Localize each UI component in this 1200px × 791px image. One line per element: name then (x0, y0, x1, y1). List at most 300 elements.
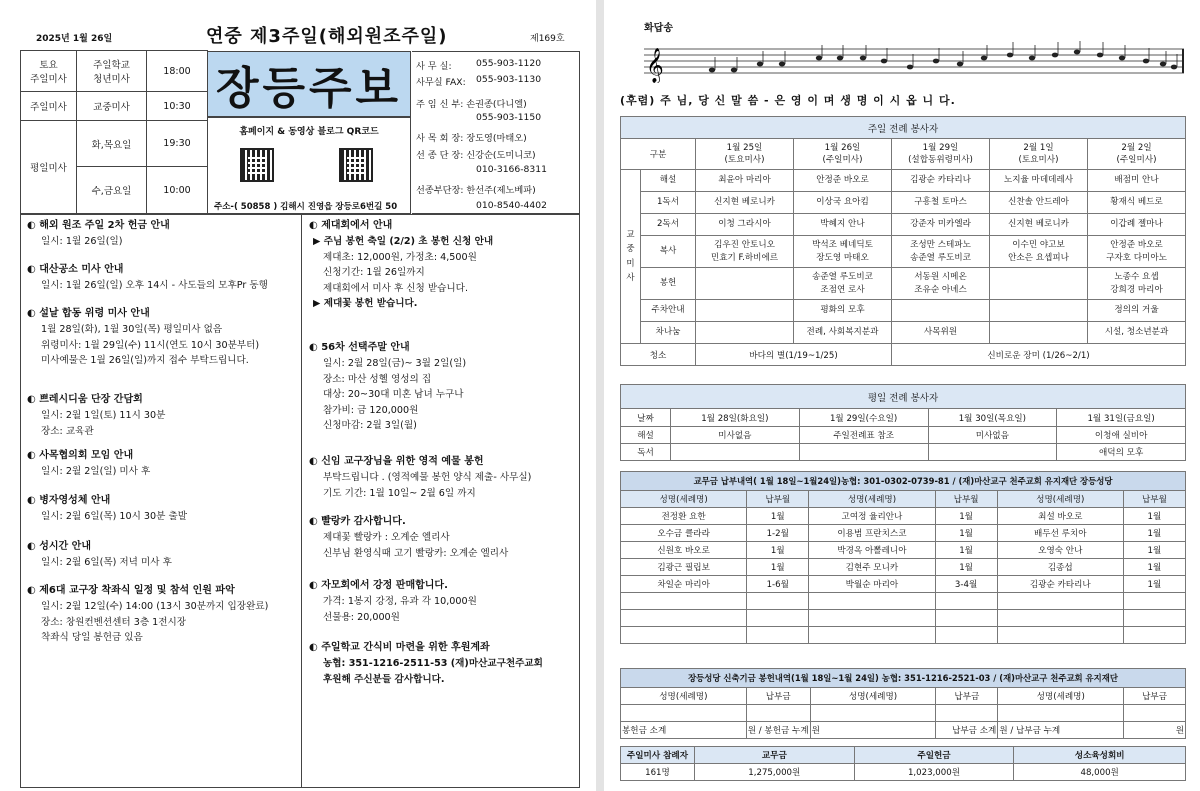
schedule-cell: 주일학교 청년미사 (77, 51, 147, 92)
table-cell (998, 705, 1124, 722)
table-row (621, 627, 1186, 644)
table-row (621, 747, 1186, 764)
table-cell: 원 (810, 722, 936, 739)
video-blog-qr-code[interactable] (339, 148, 373, 182)
table-cell (892, 300, 990, 322)
table-row (621, 542, 1186, 559)
announcement-heading: ◐ 성시간 안내 (27, 541, 91, 552)
announcement-block (309, 457, 531, 498)
homepage-qr-code[interactable] (240, 148, 274, 182)
note-head (957, 62, 963, 67)
table-cell: 주차안내 (641, 300, 696, 322)
table-cell: 최설 바오로 (997, 508, 1123, 525)
table-row (621, 117, 1186, 139)
table-cell: 성명(세례명) (997, 491, 1123, 508)
table-cell: 안정준 바오로 구자호 다미아노 (1088, 236, 1186, 268)
contact-label: 사 무 실: (416, 61, 452, 72)
contact-value: 010-3166-8311 (476, 164, 547, 175)
table-cell: 박혜지 안나 (794, 214, 892, 236)
table-cell: 봉헌 (641, 268, 696, 300)
table-cell: 노지율 마데데레사 (990, 170, 1088, 192)
contact-value: 010-8540-4402 (476, 200, 547, 211)
table-cell (746, 705, 810, 722)
table-cell: 전정환 요한 (621, 508, 747, 525)
table-cell (997, 627, 1123, 644)
psalm-label: 화답송 (644, 23, 673, 34)
table-cell: 납부월 (747, 491, 809, 508)
note-heads (709, 41, 1177, 72)
table-cell: 2독서 (641, 214, 696, 236)
contact-label: 주 임 신 부: 손권종(다니엘) (416, 99, 527, 110)
table-cell: 1-2월 (747, 525, 809, 542)
table-cell: 최윤아 마리아 (696, 170, 794, 192)
table-cell: 신비로운 장미 (1/26~2/1) (892, 344, 1186, 366)
table-cell: 1월 (1123, 576, 1185, 593)
contact-value: 055-903-1130 (476, 74, 542, 85)
announcement-line: 기도 기간: 1월 10일~ 2월 6일 까지 (323, 487, 476, 499)
table-cell: 날짜 (621, 409, 671, 427)
table-cell: 성명(세례명) (809, 491, 935, 508)
announcement-line: 신부님 환영식때 고기 빨랑카: 오계순 엘리사 (323, 547, 509, 559)
note-head (860, 56, 866, 61)
table-row (621, 139, 1186, 170)
table-cell: 사목위원 (892, 322, 990, 344)
table-cell: 3-4월 (935, 576, 997, 593)
announcement-line: 미사예물은 1월 26일(일)까지 접수 부탁드립니다. (41, 355, 249, 367)
table-row (621, 444, 1186, 461)
table-cell (747, 627, 809, 644)
announcement-block (27, 542, 172, 568)
table-cell: 1,023,000원 (854, 764, 1014, 781)
mass-schedule-table (20, 50, 208, 214)
table-cell: 48,000원 (1014, 764, 1186, 781)
announcement-block (27, 395, 165, 436)
table-row (621, 705, 1186, 722)
table-row (621, 170, 1186, 192)
table-cell: 구흥철 토마스 (892, 192, 990, 214)
table-cell: 성명(세례명) (621, 491, 747, 508)
table-cell: 납부금 소계 (936, 722, 998, 739)
table-cell: 1-6월 (747, 576, 809, 593)
table-cell: 1월 26일 (주일미사) (794, 139, 892, 170)
announcement-heading: ◐ 설날 합동 위령 미사 안내 (27, 308, 150, 319)
table-cell: 배점미 안나 (1088, 170, 1186, 192)
table-cell: 박경옥 아뽈레니아 (809, 542, 935, 559)
table-cell (1123, 627, 1185, 644)
table-cell (696, 300, 794, 322)
table-cell: 1월 (1123, 525, 1185, 542)
announcement-line: ▶ 주님 봉헌 축일 (2/2) 초 봉헌 신청 안내 (313, 236, 494, 247)
table-cell: 정의의 거울 (1088, 300, 1186, 322)
bulletin-back-page (604, 0, 1200, 791)
bulletin-logo (207, 51, 411, 117)
table-cell: 바다의 별(1/19~1/25) (696, 344, 892, 366)
announcement-heading: ◐ 56차 선택주말 안내 (309, 342, 410, 353)
table-cell: 오영숙 안나 (997, 542, 1123, 559)
announcement-line: 제대회에서 미사 후 신청 받습니다. (323, 282, 468, 294)
schedule-cell: 토요 주일미사 (21, 51, 77, 92)
schedule-cell: 18:00 (147, 51, 208, 92)
qr-title: 홈페이지 & 동영상 블로그 QR코드 (239, 127, 379, 137)
announcement-line: 대상: 20~30대 미혼 남녀 누구나 (323, 389, 464, 401)
announcement-heading: ◐ 신임 교구장님을 위한 영적 예물 봉헌 (309, 456, 484, 467)
table-row (621, 576, 1186, 593)
announcement-heading: ◐ 제대회에서 안내 (309, 220, 393, 231)
table-cell: 성소육성회비 (1014, 747, 1186, 764)
note-head (837, 56, 843, 61)
table-row (621, 236, 1186, 268)
table-cell: 1월 (935, 559, 997, 576)
table-row (621, 593, 1186, 610)
music-staff (644, 41, 1184, 83)
table-cell (809, 593, 935, 610)
table-cell: 161명 (621, 764, 695, 781)
note-head (933, 59, 939, 64)
table-cell: 김우진 안토니오 민효기 F.하비에르 (696, 236, 794, 268)
announcement-line: 일시: 2월 28일(금)~ 3월 2일(일) (323, 358, 467, 369)
table-cell: 1월 29일 (설합동위령미사) (892, 139, 990, 170)
table-cell: 김현주 모니카 (809, 559, 935, 576)
table-row (621, 610, 1186, 627)
contact-info (412, 51, 580, 214)
announcement-line: 부탁드립니다 . (영적예물 봉헌 양식 제출- 사무실) (323, 472, 532, 483)
table-cell: 강준자 미카엘라 (892, 214, 990, 236)
table-row (621, 409, 1186, 427)
schedule-cell: 화,목요일 (77, 121, 147, 167)
table-cell: 해설 (621, 427, 671, 444)
table-cell: 서동원 시메온 조유순 아녜스 (892, 268, 990, 300)
schedule-cell: 19:30 (147, 121, 208, 167)
announcement-line: 가격: 1봉지 강정, 유과 각 10,000원 (323, 596, 477, 607)
table-row (621, 669, 1186, 688)
table-cell: 김광근 필립보 (621, 559, 747, 576)
table-cell (621, 610, 747, 627)
table-cell: 장등성당 신축기금 봉헌내역(1월 18일~1월 24일) 농협: 351-1216-2521-03 / (재)마산교구 천주교회 유지재단 (621, 669, 1186, 688)
announcement-heading: ◐ 빨랑카 감사합니다. (309, 516, 406, 527)
announcement-block (27, 221, 170, 247)
announcement-heading: ◐ 사목협의회 모임 안내 (27, 450, 134, 461)
table-cell: 김광순 카타리나 (892, 170, 990, 192)
table-cell: 배두선 루치아 (997, 525, 1123, 542)
psalm-refrain-lyric: (후렴) 주 님, 당 신 말 씀 - 은 영 이 며 생 명 이 시 옵 니 다. (620, 94, 956, 107)
table-cell (1123, 610, 1185, 627)
table-cell (696, 322, 794, 344)
treble-clef-icon: 𝄞 (646, 48, 664, 83)
table-cell: 평일 전례 봉사자 (621, 385, 1186, 409)
table-cell: 1월 30일(목요일) (928, 409, 1057, 427)
table-cell: 조성만 스테파노 송준열 루도비코 (892, 236, 990, 268)
table-cell: 평화의 모후 (794, 300, 892, 322)
table-cell: 1월 (1123, 508, 1185, 525)
announcement-line: 제대꽃 빨랑카 : 오계순 엘리사 (323, 532, 450, 543)
table-cell: 독서 (621, 444, 671, 461)
announcements-area (20, 214, 580, 788)
note-head (731, 68, 737, 73)
column-divider (301, 215, 302, 787)
table-row (621, 688, 1186, 705)
table-cell: 봉헌금 소계 (621, 722, 747, 739)
table-cell (997, 610, 1123, 627)
table-cell: 김광순 카타리나 (997, 576, 1123, 593)
note-head (881, 59, 887, 64)
announcement-line: 일시: 2월 12일(수) 14:00 (13시 30분까지 입장완료) (41, 601, 269, 612)
table-cell: 노종수 요셉 강희경 마리아 (1088, 268, 1186, 300)
table-cell: 주일헌금 (854, 747, 1014, 764)
table-cell: 복사 (641, 236, 696, 268)
table-cell: 원 / 봉헌금 누계 (746, 722, 810, 739)
table-cell: 청소 (621, 344, 696, 366)
table-cell (1123, 593, 1185, 610)
table-cell (935, 610, 997, 627)
table-cell (747, 610, 809, 627)
note-head (907, 65, 913, 70)
table-cell (990, 268, 1088, 300)
weekday-liturgy-table (620, 384, 1186, 461)
announcement-line: 신청마감: 2월 3일(월) (323, 420, 417, 432)
table-cell: 전례, 사회복지분과 (794, 322, 892, 344)
announcement-block (309, 581, 477, 622)
table-cell: 1월 25일 (토요미사) (696, 139, 794, 170)
table-row (621, 491, 1186, 508)
announcement-heading: ◐ 병자영성체 안내 (27, 495, 111, 506)
contact-label: 선 종 단 장: 신강순(도미니코) (416, 150, 536, 161)
table-cell (696, 268, 794, 300)
table-cell: 이수민 야고보 안소은 요셉피나 (990, 236, 1088, 268)
table-row (621, 214, 1186, 236)
table-cell: 1월 28일(화요일) (671, 409, 800, 427)
announcement-line: 장소: 교육관 (41, 425, 94, 437)
page-title: 연중 제3주일(해외원조주일) (206, 26, 448, 47)
table-cell (809, 610, 935, 627)
table-cell (990, 322, 1088, 344)
table-cell: 납부월 (935, 491, 997, 508)
announcement-line: 일시: 2월 2일(일) 미사 후 (41, 466, 151, 477)
table-cell (997, 593, 1123, 610)
table-row (621, 427, 1186, 444)
table-row (621, 722, 1186, 739)
table-row (621, 300, 1186, 322)
announcement-heading: ◐ 제6대 교구장 착좌식 일정 및 참석 인원 파악 (27, 585, 235, 596)
table-cell: 송준열 루도비코 조점연 로사 (794, 268, 892, 300)
sunday-liturgy-table (620, 116, 1186, 366)
announcement-block (27, 451, 150, 477)
note-head (1119, 56, 1125, 61)
table-cell: 주일 전례 봉사자 (621, 117, 1186, 139)
note-head (1160, 62, 1166, 67)
schedule-cell: 주일미사 (21, 92, 77, 121)
table-row (621, 192, 1186, 214)
announcement-block (309, 517, 508, 558)
table-cell: 차일순 마리아 (621, 576, 747, 593)
note-head (1007, 53, 1013, 58)
table-cell (936, 705, 998, 722)
announcement-line: 일시: 2월 6일(목) 저녁 미사 후 (41, 557, 172, 568)
table-cell: 이갑례 젤마나 (1088, 214, 1186, 236)
announcement-line: 1월 28일(화), 1월 30일(목) 평일미사 없음 (41, 324, 223, 335)
table-cell: 2월 1일 (토요미사) (990, 139, 1088, 170)
table-cell: 1,275,000원 (694, 764, 854, 781)
table-cell: 황재식 베드로 (1088, 192, 1186, 214)
bulletin-date: 2025년 1월 26일 (36, 34, 113, 44)
table-cell (990, 300, 1088, 322)
announcement-line: ▶ 제대꽃 봉헌 받습니다. (313, 298, 418, 310)
table-cell: 이청애 실비아 (1057, 427, 1186, 444)
building-fund-table (620, 668, 1186, 739)
note-head (981, 56, 987, 61)
table-row (621, 508, 1186, 525)
contact-value: 055-903-1150 (476, 112, 542, 123)
table-cell (809, 627, 935, 644)
table-cell: 차나눔 (641, 322, 696, 344)
schedule-cell: 평일미사 (21, 121, 77, 214)
announcement-line: 일시: 2월 6일(목) 10시 30분 출발 (41, 511, 187, 522)
table-cell: 원 / 납부금 누계 (998, 722, 1124, 739)
table-cell: 납부금 (1124, 688, 1186, 705)
table-cell: 해설 (641, 170, 696, 192)
table-cell: 안정준 바오로 (794, 170, 892, 192)
table-cell (621, 627, 747, 644)
announcement-line: 일시: 1월 26일(일) 오후 14시 - 사도들의 모후Pr 동행 (41, 280, 268, 291)
table-row (621, 764, 1186, 781)
note-head (1171, 65, 1177, 70)
table-cell: 1월 (935, 525, 997, 542)
table-cell: 1월 (935, 542, 997, 559)
announcement-block (27, 265, 268, 291)
announcement-heading: ◐ 해외 원조 주일 2차 헌금 안내 (27, 220, 170, 231)
table-row (621, 472, 1186, 491)
table-cell (621, 593, 747, 610)
logo-text: 장등주보 (215, 63, 402, 114)
announcement-block (27, 586, 268, 643)
table-row (621, 344, 1186, 366)
note-head (816, 56, 822, 61)
table-cell (747, 593, 809, 610)
contact-value: 055-903-1120 (476, 58, 542, 69)
table-cell: 교무금 납부내역( 1월 18일~1월24일)농협: 301-0302-0739-81 / (재)마산교구 천주교회 유지재단 장등성당 (621, 472, 1186, 491)
note-head (757, 62, 763, 67)
table-cell: 시설, 청소년분과 (1088, 322, 1186, 344)
announcement-block (309, 643, 543, 684)
table-cell: 2월 2일 (주일미사) (1088, 139, 1186, 170)
table-cell: 납부월 (1123, 491, 1185, 508)
table-cell: 1월 31일(금요일) (1057, 409, 1186, 427)
schedule-cell: 수,금요일 (77, 167, 147, 214)
table-cell: 이청 그라시아 (696, 214, 794, 236)
table-cell: 미사없음 (671, 427, 800, 444)
totals-table (620, 746, 1186, 781)
table-row (621, 525, 1186, 542)
table-cell: 구분 (621, 139, 696, 170)
announcement-block (27, 496, 187, 522)
table-cell: 성명(세례명) (998, 688, 1124, 705)
announcement-heading: ◐ 자모회에서 강정 판매합니다. (309, 580, 448, 591)
note-head (1029, 56, 1035, 61)
announcement-line: 일시: 2월 1일(토) 11시 30분 (41, 410, 166, 421)
table-cell: 박석조 베네딕토 장도영 마태오 (794, 236, 892, 268)
table-cell: 신지현 베로니카 (990, 214, 1088, 236)
table-cell: 성명(세례명) (810, 688, 936, 705)
announcement-line: 신청기간: 1월 26일까지 (323, 267, 425, 279)
announcement-line: 착좌식 당일 봉헌금 있음 (41, 632, 143, 644)
table-cell (935, 627, 997, 644)
schedule-cell: 10:00 (147, 167, 208, 214)
table-row (621, 559, 1186, 576)
issue-number: 제169호 (530, 34, 565, 44)
announcement-line: 위령미사: 1월 29일(수) 11시(연도 10시 30분부터) (41, 339, 260, 351)
table-cell: 신찬솔 안드레아 (990, 192, 1088, 214)
table-cell: 미사없음 (928, 427, 1057, 444)
church-address: 주소-( 50858 ) 김해시 진영읍 장등로6번길 50 (214, 202, 398, 212)
note-head (1052, 53, 1058, 58)
table-cell: 1월 29일(수요일) (799, 409, 928, 427)
announcement-line: 장소: 마산 성헬 영성의 집 (323, 373, 432, 385)
table-cell: 1월 (935, 508, 997, 525)
schedule-cell: 10:30 (147, 92, 208, 121)
table-cell (928, 444, 1057, 461)
table-row (621, 322, 1186, 344)
note-head (709, 68, 715, 73)
table-cell: 김종섭 (997, 559, 1123, 576)
table-cell: 납부금 (936, 688, 998, 705)
contact-label: 사 목 회 장: 장도영(마태오) (416, 133, 527, 144)
table-cell: 고여정 율리안나 (809, 508, 935, 525)
announcement-block (27, 309, 259, 366)
announcement-line: 장소: 창원컨벤션센터 3층 1전시장 (41, 616, 187, 628)
schedule-cell: 교중미사 (77, 92, 147, 121)
announcement-heading: ◐ 쁘레시디움 단장 간담회 (27, 394, 143, 405)
table-cell: 주일전례표 참조 (799, 427, 928, 444)
table-cell (1124, 705, 1186, 722)
table-cell: 1월 (1123, 542, 1185, 559)
qr-section (207, 117, 411, 214)
table-cell (935, 593, 997, 610)
announcement-line: 제대초: 12,000원, 가정초: 4,500원 (323, 251, 477, 263)
note-head (1097, 53, 1103, 58)
table-cell: 오수금 클라라 (621, 525, 747, 542)
announcement-line: 일시: 1월 26일(일) (41, 236, 123, 247)
table-row (621, 385, 1186, 409)
table-cell: 납부금 (746, 688, 810, 705)
table-cell: 주일미사 참례자 (621, 747, 695, 764)
table-cell: 1독서 (641, 192, 696, 214)
table-cell: 애덕의 모후 (1057, 444, 1186, 461)
announcement-line: 후원해 주신분들 감사합니다. (323, 673, 445, 685)
note-head (779, 62, 785, 67)
announcement-line: 참가비: 금 120,000원 (323, 404, 419, 416)
table-cell: 성명(세례명) (621, 688, 747, 705)
table-cell: 이상국 요아킴 (794, 192, 892, 214)
table-cell: 신지현 베로니카 (696, 192, 794, 214)
table-cell (799, 444, 928, 461)
announcement-line: 농협: 351-1216-2511-53 (재)마산교구천주교회 (323, 658, 543, 669)
contact-label: 사무실 FAX: (416, 77, 466, 88)
table-row (621, 268, 1186, 300)
note-head (1143, 59, 1149, 64)
table-cell: 1월 (747, 542, 809, 559)
announcement-line: 선물용: 20,000원 (323, 611, 400, 623)
table-cell: 1월 (1123, 559, 1185, 576)
table-cell (621, 705, 747, 722)
bulletin-front-page (0, 0, 596, 791)
table-cell: 신원호 바오로 (621, 542, 747, 559)
note-head (1074, 50, 1080, 55)
table-cell: 교 중 미 사 (621, 170, 641, 344)
contact-label: 선종부단장: 한선주(제노베파) (416, 185, 536, 196)
table-cell: 1월 (747, 559, 809, 576)
announcement-heading: ◐ 대산공소 미사 안내 (27, 264, 124, 275)
table-cell (671, 444, 800, 461)
table-cell: 박월순 마리아 (809, 576, 935, 593)
